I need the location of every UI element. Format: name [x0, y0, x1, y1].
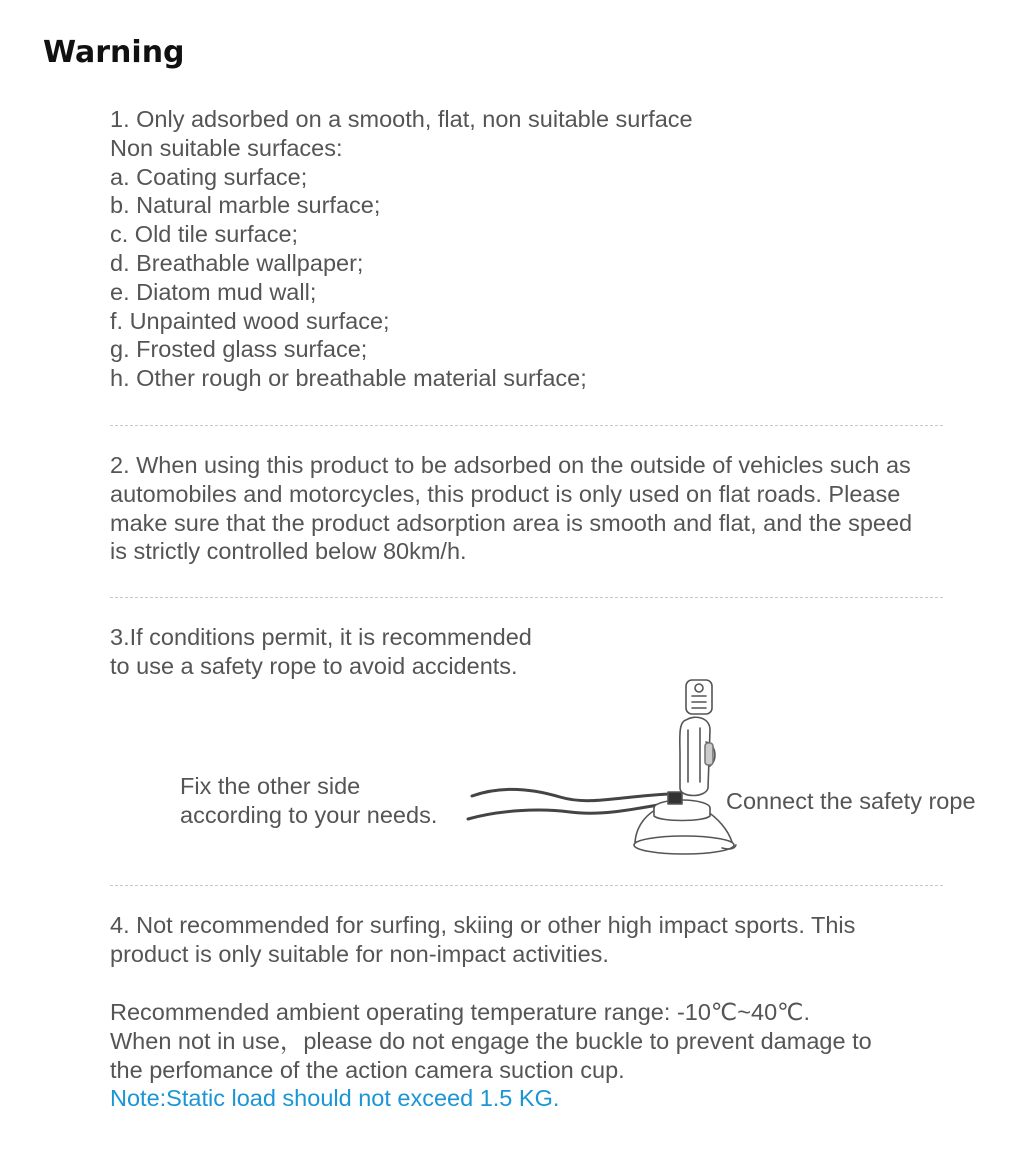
section-2-line: 2. When using this product to be adsorbed on the outside of vehicles such as — [110, 452, 911, 478]
surface-item: d. Breathable wallpaper; — [110, 249, 364, 276]
surface-item: g. Frosted glass surface; — [110, 336, 368, 363]
section-usage — [110, 911, 970, 969]
section-surfaces — [110, 105, 970, 393]
section-divider — [110, 885, 943, 886]
section-divider — [110, 597, 943, 598]
static-load-note: Note:Static load should not exceed 1.5 KG. — [110, 1085, 560, 1112]
safety-rope-lower — [468, 802, 675, 819]
section-3-line: 3.If conditions permit, it is recommended — [110, 624, 532, 650]
surface-item: c. Old tile surface; — [110, 221, 299, 248]
figure-left-label — [180, 772, 437, 830]
rope-buckle — [668, 792, 682, 804]
section-1-heading: 1. Only adsorbed on a smooth, flat, non suitable surface — [110, 106, 693, 132]
usage-line: When not in use，please do not engage the buckle to prevent damage to — [110, 1027, 872, 1054]
surface-item: e. Diatom mud wall; — [110, 278, 317, 305]
surface-item: a. Coating surface; — [110, 163, 308, 190]
section-2-line: automobiles and motorcycles, this product is only used on flat roads. Please — [110, 480, 901, 507]
figure-left-label-line: Fix the other side — [180, 773, 361, 799]
section-2-line: is strictly controlled below 80km/h. — [110, 538, 467, 565]
temperature-range: Recommended ambient operating temperature range: -10℃~40℃. — [110, 999, 811, 1025]
safety-rope-upper — [472, 789, 670, 800]
mount-head — [686, 680, 712, 714]
surface-item: f. Unpainted wood surface; — [110, 307, 390, 334]
surface-item: b. Natural marble surface; — [110, 192, 381, 219]
surface-item: h. Other rough or breathable material surface; — [110, 365, 587, 392]
section-1-subheading: Non suitable surfaces: — [110, 134, 343, 161]
section-2-line: make sure that the product adsorption area is smooth and flat, and the speed — [110, 509, 913, 536]
section-divider — [110, 425, 943, 426]
section-vehicles — [110, 451, 970, 566]
figure-right-label: Connect the safety rope — [726, 788, 976, 814]
page-title: Warning — [43, 35, 185, 70]
suction-mount-illustration — [460, 670, 760, 865]
suction-cup-rim — [634, 836, 734, 854]
section-4-line: 4. Not recommended for surfing, skiing or other high impact sports. This — [110, 912, 856, 938]
figure-left-label-line: according to your needs. — [180, 801, 438, 828]
section-conditions — [110, 998, 970, 1113]
usage-line: the perfomance of the action camera suction cup. — [110, 1056, 625, 1083]
section-3-line: to use a safety rope to avoid accidents. — [110, 652, 518, 679]
section-4-line: product is only suitable for non-impact activities. — [110, 940, 609, 967]
